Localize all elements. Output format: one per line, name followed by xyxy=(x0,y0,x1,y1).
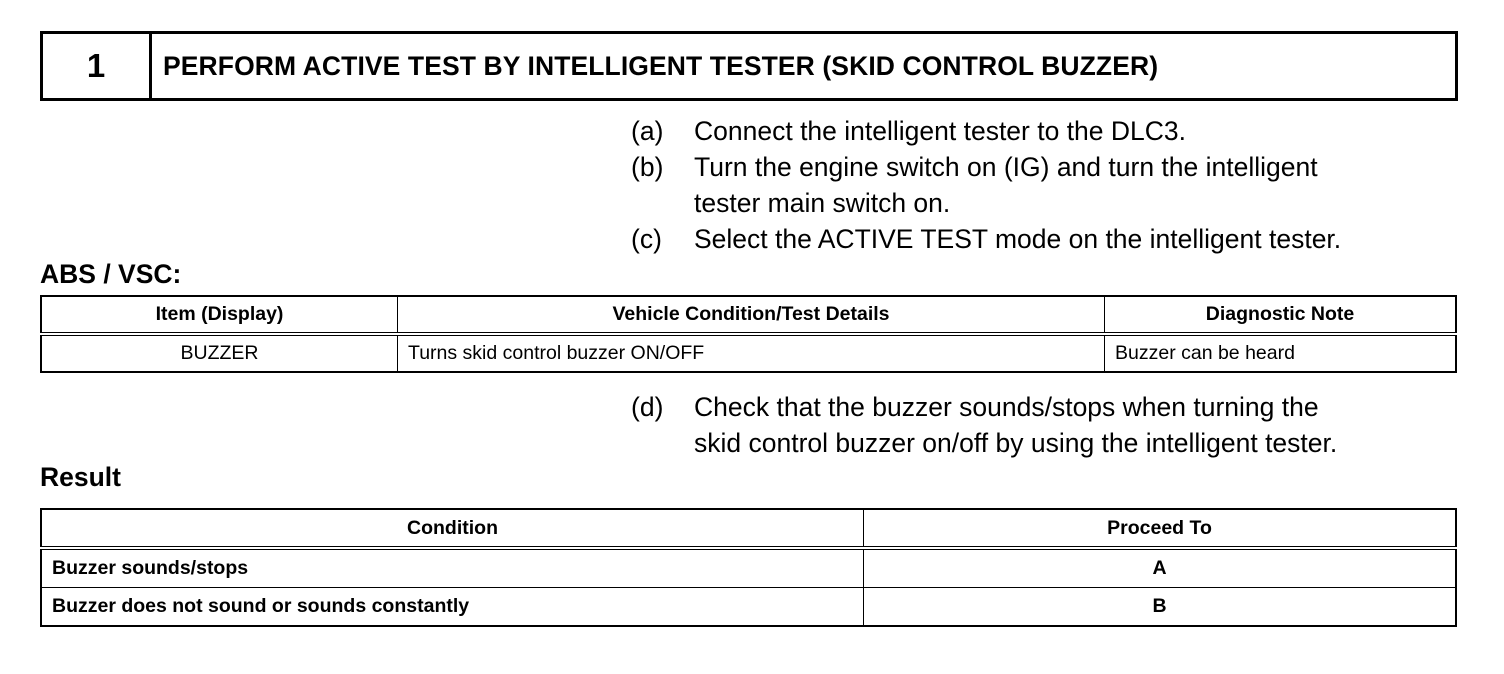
table-row xyxy=(41,587,1456,626)
cell-details: Turns skid control buzzer ON/OFF xyxy=(398,334,1105,372)
instruction-text: skid control buzzer on/off by using the intelligent tester. xyxy=(694,428,1338,458)
abs-test-table xyxy=(40,295,1457,373)
table-header-row xyxy=(41,296,1456,334)
instruction-text: Select the ACTIVE TEST mode on the intelligent tester. xyxy=(694,224,1342,254)
instruction-text: tester main switch on. xyxy=(694,188,951,218)
column-header-note: Diagnostic Note xyxy=(1105,296,1457,334)
column-header-details: Vehicle Condition/Test Details xyxy=(398,296,1105,334)
step-title: PERFORM ACTIVE TEST BY INTELLIGENT TESTER (SKID CONTROL BUZZER) xyxy=(163,50,1159,81)
step-header xyxy=(40,31,1458,101)
instruction-label: (d) xyxy=(631,392,664,422)
cell-condition: Buzzer sounds/stops xyxy=(41,548,864,587)
table-row xyxy=(41,334,1456,372)
table-header-row xyxy=(41,509,1456,548)
cell-condition: Buzzer does not sound or sounds constantly xyxy=(41,587,864,626)
instruction-list-top xyxy=(631,113,1491,263)
instruction-text: Turn the engine switch on (IG) and turn the intelligent xyxy=(694,152,1318,182)
result-table xyxy=(40,508,1457,627)
cell-item: BUZZER xyxy=(41,334,398,372)
result-section-title: Result xyxy=(40,462,121,492)
column-header-proceed: Proceed To xyxy=(864,509,1457,548)
instruction-text: Check that the buzzer sounds/stops when turning the xyxy=(694,392,1319,422)
step-number: 1 xyxy=(43,34,152,98)
instruction-list-bottom xyxy=(631,389,1491,464)
instruction-text: Connect the intelligent tester to the DLC3. xyxy=(694,116,1187,146)
column-header-item: Item (Display) xyxy=(41,296,398,334)
table-row xyxy=(41,548,1456,587)
cell-note: Buzzer can be heard xyxy=(1105,334,1457,372)
cell-proceed: B xyxy=(864,587,1457,626)
instruction-label: (c) xyxy=(631,224,662,254)
cell-proceed: A xyxy=(864,548,1457,587)
abs-section-title: ABS / VSC: xyxy=(40,259,182,289)
instruction-label: (a) xyxy=(631,116,664,146)
instruction-label: (b) xyxy=(631,152,664,182)
column-header-condition: Condition xyxy=(41,509,864,548)
